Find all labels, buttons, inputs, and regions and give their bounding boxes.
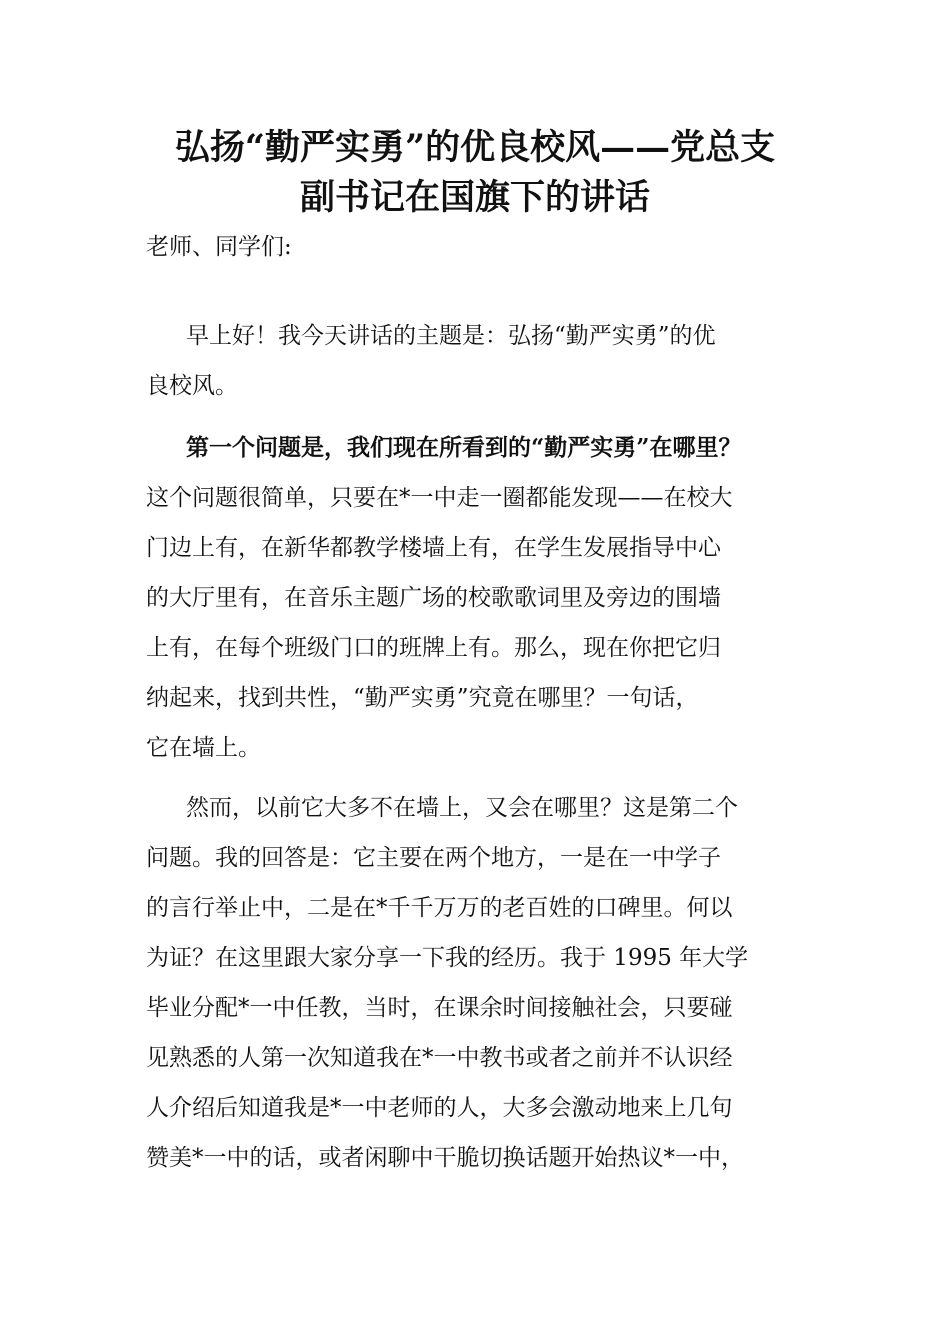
paragraph-line: 然而，以前它大多不在墙上，又会在哪里？这是第二个 — [186, 795, 738, 821]
paragraph-opening — [146, 311, 814, 411]
paragraph-line: 门边上有，在新华都教学楼墙上有，在学生发展指导中心 — [146, 535, 721, 561]
paragraph-second-question — [146, 783, 814, 1183]
paragraph-line: 良校风。 — [146, 373, 238, 399]
paragraph-line: 赞美*一中的话，或者闲聊中干脆切换话题开始热议*一中， — [146, 1145, 744, 1171]
salutation-text: 老师、同学们: — [146, 234, 292, 260]
paragraph-line: 见熟悉的人第一次知道我在*一中教书或者之前并不认识经 — [146, 1045, 733, 1071]
paragraph-line: 问题。我的回答是：它主要在两个地方，一是在一中学子 — [146, 845, 721, 871]
paragraph-line: 上有，在每个班级门口的班牌上有。那么，现在你把它归 — [146, 635, 721, 661]
paragraph-line: 人介绍后知道我是*一中老师的人，大多会激动地来上几句 — [146, 1095, 733, 1121]
paragraph-line: 的言行举止中，二是在*千千万万的老百姓的口碑里。何以 — [146, 895, 733, 921]
paragraph-line: 它在墙上。 — [146, 735, 261, 761]
paragraph-line: 的大厅里有，在音乐主题广场的校歌歌词里及旁边的围墙 — [146, 585, 721, 611]
paragraph-line: 早上好！我今天讲话的主题是：弘扬“勤严实勇”的优 — [186, 323, 716, 349]
salutation — [146, 222, 814, 272]
document-title-line-1: 弘扬“勤严实勇”的优良校风——党总支 — [174, 127, 776, 168]
paragraph-line: 毕业分配*一中任教，当时，在课余时间接触社会，只要碰 — [146, 995, 733, 1021]
paragraph-lead-sentence: 第一个问题是，我们现在所看到的“勤严实勇”在哪里？ — [186, 434, 742, 461]
document-title-line-2: 副书记在国旗下的讲话 — [299, 177, 650, 218]
paragraph-line: 为证？在这里跟大家分享一下我的经历。我于 1995 年大学 — [146, 945, 749, 971]
paragraph-line: 纳起来，找到共性，“勤严实勇”究竟在哪里？一句话， — [146, 685, 699, 711]
paragraph-first-question — [146, 423, 814, 773]
paragraph-line: 这个问题很简单，只要在*一中走一圈都能发现——在校大 — [146, 485, 733, 511]
